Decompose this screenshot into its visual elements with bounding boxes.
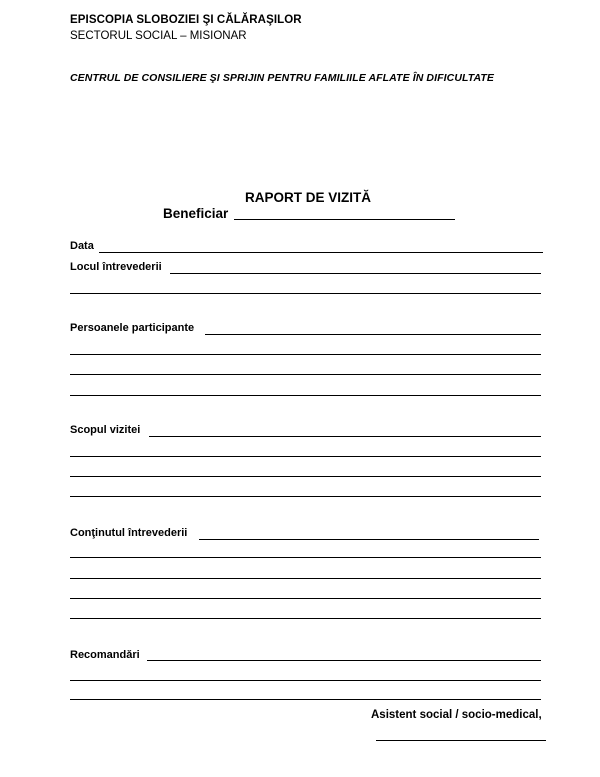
persoanele-field[interactable]	[205, 334, 541, 335]
recomandari-field-line[interactable]	[70, 680, 541, 681]
signature-label: Asistent social / socio-medical,	[371, 709, 542, 721]
center-name: CENTRUL DE CONSILIERE ŞI SPRIJIN PENTRU FAMILIILE AFLATE ÎN DIFICULTATE	[70, 72, 494, 84]
scopul-label: Scopul vizitei	[70, 424, 141, 436]
organization-name: EPISCOPIA SLOBOZIEI ŞI CĂLĂRAŞILOR	[70, 14, 302, 26]
locul-label: Locul întrevederii	[70, 261, 162, 273]
persoanele-label: Persoanele participante	[70, 322, 195, 334]
continutul-field[interactable]	[199, 539, 539, 540]
persoanele-field-line[interactable]	[70, 374, 541, 375]
recomandari-field-line[interactable]	[70, 699, 541, 700]
scopul-field-line[interactable]	[70, 476, 541, 477]
continutul-field-line[interactable]	[70, 578, 541, 579]
continutul-label: Conţinutul întrevederii	[70, 527, 188, 539]
locul-field[interactable]	[170, 273, 541, 274]
continutul-field-line[interactable]	[70, 557, 541, 558]
signature-field[interactable]	[376, 740, 546, 741]
locul-field-line[interactable]	[70, 293, 541, 294]
document-title: RAPORT DE VIZITĂ	[244, 190, 371, 205]
persoanele-field-line[interactable]	[70, 354, 541, 355]
continutul-field-line[interactable]	[70, 598, 541, 599]
beneficiar-field[interactable]	[234, 219, 455, 220]
continutul-field-line[interactable]	[70, 618, 541, 619]
recomandari-label: Recomandări	[70, 649, 140, 661]
scopul-field-line[interactable]	[70, 496, 541, 497]
data-label: Data	[70, 240, 94, 252]
persoanele-field-line[interactable]	[70, 395, 541, 396]
recomandari-field[interactable]	[147, 660, 541, 661]
scopul-field-line[interactable]	[70, 456, 541, 457]
organization-sector: SECTORUL SOCIAL – MISIONAR	[70, 30, 247, 42]
scopul-field[interactable]	[149, 436, 541, 437]
data-field[interactable]	[99, 252, 543, 253]
beneficiar-label: Beneficiar	[163, 206, 229, 221]
